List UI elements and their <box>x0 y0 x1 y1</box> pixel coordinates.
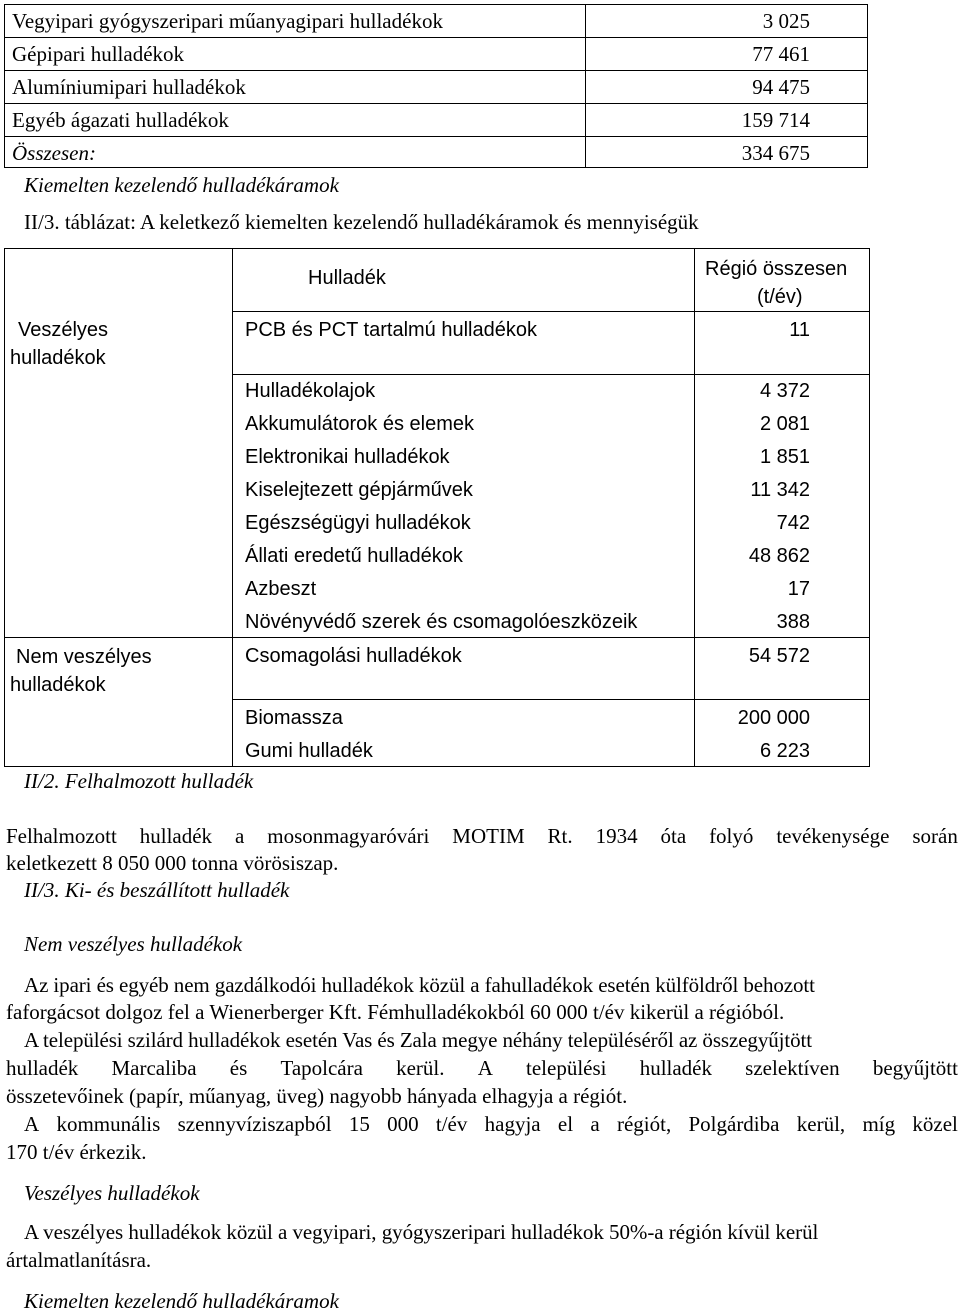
word: Felhalmozott <box>6 824 117 848</box>
table-row-label: Állati eredetű hulladékok <box>245 545 463 567</box>
word: régiót, <box>616 1112 672 1136</box>
section-heading: II/2. Felhalmozott hulladék <box>24 769 254 793</box>
word: hulladék <box>639 1056 712 1080</box>
paragraph-line <box>6 1058 958 1079</box>
table-divider <box>232 699 870 700</box>
word: 1934 <box>595 824 638 848</box>
table-divider <box>5 37 867 38</box>
table-row-value: 48 862 <box>748 545 810 567</box>
group-label-hazardous: Veszélyes <box>18 319 109 341</box>
word: kerül. <box>396 1056 445 1080</box>
table-row-label: Növényvédő szerek és csomagolóeszközeik <box>245 611 638 633</box>
table-divider <box>5 70 867 71</box>
word: folyó <box>709 824 754 848</box>
paragraph-line <box>6 826 958 847</box>
subsection-heading: Veszélyes hulladékok <box>24 1181 200 1205</box>
table-row-label: Elektronikai hulladékok <box>245 446 450 468</box>
group-label-hazardous: hulladékok <box>10 347 106 369</box>
table-row-value: 3 025 <box>762 9 810 33</box>
word: során <box>912 824 958 848</box>
table-row-label: Csomagolási hulladékok <box>245 645 462 667</box>
total-value: 334 675 <box>741 141 810 165</box>
table-row-value: 11 342 <box>750 479 810 501</box>
table-row-label: Biomassza <box>245 707 343 729</box>
table-row-value: 200 000 <box>737 707 810 729</box>
word: óta <box>660 824 687 848</box>
subsection-heading: Nem veszélyes hulladékok <box>24 932 243 956</box>
word: Rt. <box>547 824 573 848</box>
table-row-value: 1 851 <box>759 446 810 468</box>
table-divider <box>232 311 870 312</box>
table-divider <box>232 374 870 375</box>
word: míg <box>862 1112 896 1136</box>
table-row-label: Azbeszt <box>245 578 317 600</box>
paragraph-line: A települési szilárd hulladékok esetén Vas és Zala megye néhány településéről az összegyűjtött <box>24 1028 812 1052</box>
word: t/év <box>435 1112 468 1136</box>
total-label: Összesen: <box>12 141 96 165</box>
paragraph-line: összetevőinek (papír, műanyag, üveg) nagyobb hányada elhagyja a régiót. <box>6 1084 628 1108</box>
table-row-value: 94 475 <box>752 75 810 99</box>
section-heading: II/3. Ki- és beszállított hulladék <box>24 878 290 902</box>
column-header-region: Régió összesen <box>705 258 848 280</box>
group-label-nonhazardous: hulladékok <box>10 674 106 696</box>
paragraph-line: faforgácsot dolgoz fel a Wienerberger Kft. Fémhulladékokból 60 000 t/év kikerül a régióból. <box>6 1000 785 1024</box>
table-divider <box>694 248 695 767</box>
table-row-label: PCB és PCT tartalmú hulladékok <box>245 319 537 341</box>
paragraph-line: ártalmatlanításra. <box>6 1248 152 1272</box>
table-row-value: 6 223 <box>759 740 810 762</box>
table-row-value: 4 372 <box>759 380 810 402</box>
word: begyűjtött <box>872 1056 958 1080</box>
word: és <box>229 1056 248 1080</box>
group-label-nonhazardous: Nem veszélyes <box>16 646 152 668</box>
table-row-value: 2 081 <box>759 413 810 435</box>
table-row-value: 11 <box>789 319 810 341</box>
word: kerül, <box>796 1112 846 1136</box>
word: hulladék <box>139 824 213 848</box>
table-row-value: 17 <box>787 578 810 600</box>
section-heading: Kiemelten kezelendő hulladékáramok <box>24 173 339 197</box>
table-caption: II/3. táblázat: A keletkező kiemelten kezelendő hulladékáramok és mennyiségük <box>24 210 699 234</box>
column-header-waste: Hulladék <box>308 267 386 289</box>
word: hagyja <box>484 1112 541 1136</box>
word: települési <box>526 1056 607 1080</box>
table-row-label: Egészségügyi hulladékok <box>245 512 471 534</box>
table-divider <box>4 637 870 638</box>
word: A <box>477 1056 493 1080</box>
column-header-unit: (t/év) <box>757 286 803 308</box>
table-row-label: Hulladékolajok <box>245 380 376 402</box>
table-divider <box>585 5 586 167</box>
table-row-label: Gépipari hulladékok <box>12 42 185 66</box>
table-row-value: 159 714 <box>741 108 810 132</box>
word: kommunális <box>56 1112 161 1136</box>
paragraph-line: Az ipari és egyéb nem gazdálkodói hulladékok közül a fahulladékok esetén külföldről behozott <box>24 973 815 997</box>
word: mosonmagyaróvári <box>267 824 430 848</box>
word: szelektíven <box>745 1056 840 1080</box>
word: A <box>24 1112 40 1136</box>
word: szennyvíziszapból <box>177 1112 332 1136</box>
paragraph-line: 170 t/év érkezik. <box>6 1140 147 1164</box>
table-row-value: 77 461 <box>752 42 810 66</box>
paragraph-line: keletkezett 8 050 000 tonna vörösiszap. <box>6 851 339 875</box>
word: MOTIM <box>452 824 525 848</box>
word: Marcaliba <box>111 1056 197 1080</box>
word: Polgárdiba <box>688 1112 780 1136</box>
word: el <box>557 1112 574 1136</box>
table-divider <box>5 103 867 104</box>
paragraph-line <box>24 1114 958 1135</box>
word: tevékenysége <box>776 824 890 848</box>
word: a <box>234 824 245 848</box>
table-row-label: Gumi hulladék <box>245 740 373 762</box>
paragraph-line: A veszélyes hulladékok közül a vegyipari, gyógyszeripari hulladékok 50%-a régión kívül kerül <box>24 1220 819 1244</box>
table-divider <box>5 136 867 137</box>
word: a <box>590 1112 600 1136</box>
table-row-label: Vegyipari gyógyszeripari műanyagipari hulladékok <box>12 9 443 33</box>
table-row-value: 742 <box>776 512 810 534</box>
word: közel <box>912 1112 958 1136</box>
table-row-label: Akkumulátorok és elemek <box>245 413 474 435</box>
subsection-heading: Kiemelten kezelendő hulladékáramok <box>24 1289 339 1313</box>
table-row-value: 54 572 <box>748 645 810 667</box>
table-row-label: Egyéb ágazati hulladékok <box>12 108 229 132</box>
word: 000 <box>387 1112 419 1136</box>
table-row-value: 388 <box>776 611 810 633</box>
table-divider <box>232 248 233 767</box>
word: 15 <box>348 1112 370 1136</box>
word: Tapolcára <box>280 1056 363 1080</box>
word: hulladék <box>6 1056 79 1080</box>
table-row-label: Alumíniumipari hulladékok <box>12 75 246 99</box>
table-row-label: Kiselejtezett gépjárművek <box>245 479 473 501</box>
